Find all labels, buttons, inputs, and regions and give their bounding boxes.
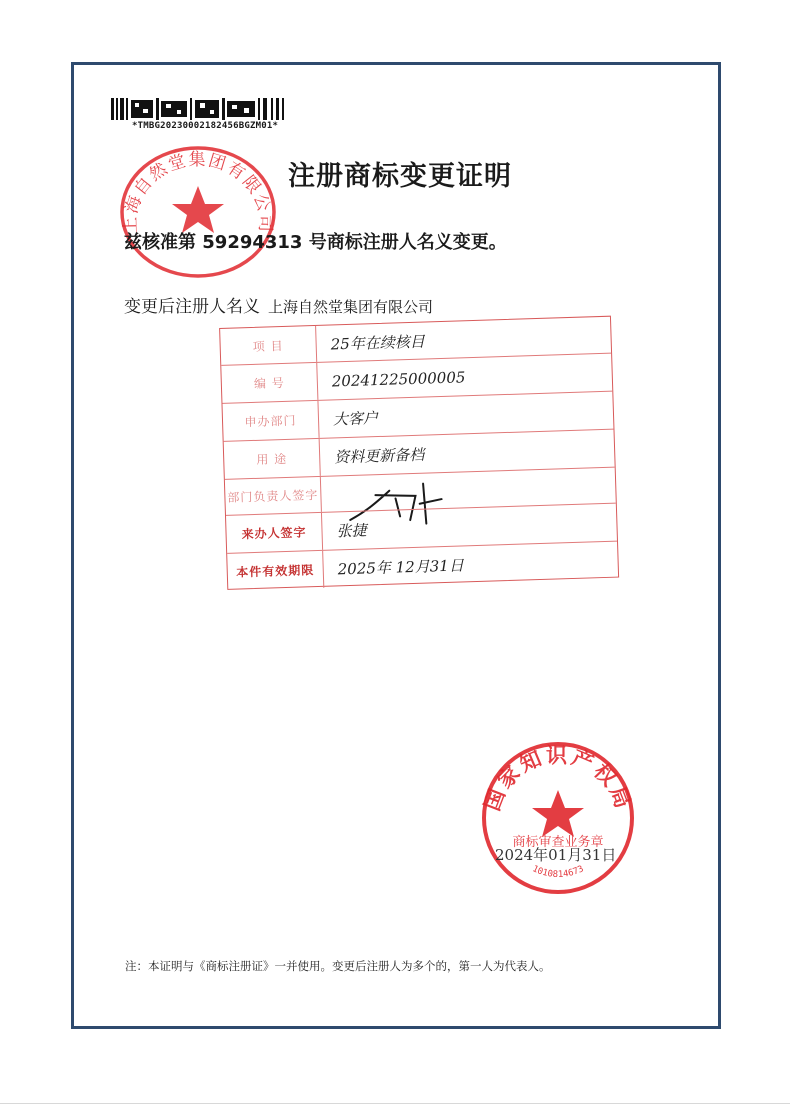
barcode-icon xyxy=(111,98,291,120)
barcode-number: *TMBG20230002182456BGZM01* xyxy=(132,121,279,131)
page-bottom-rule xyxy=(0,1103,790,1104)
stamp-label: 用 途 xyxy=(224,439,321,479)
stamp-label: 申办部门 xyxy=(222,401,319,441)
svg-text:商标审查业务章: 商标审查业务章 xyxy=(512,835,604,850)
stamp-value: 大客户 xyxy=(332,409,379,429)
stamp-value: 2025年 12月31日 xyxy=(337,556,465,579)
stamp-label: 部门负责人签字 xyxy=(225,477,322,515)
stamp-value: 资料更新备档 xyxy=(333,445,425,467)
stamp-value: 张捷 xyxy=(336,521,367,541)
stamp-label: 本件有效期限 xyxy=(227,551,324,591)
approval-statement: 兹核准第 59294313 号商标注册人名义变更。 xyxy=(124,232,507,253)
seal-date: 2024年01月31日 xyxy=(495,846,617,864)
usage-stamp-table xyxy=(219,316,619,590)
svg-text:国家知识产权局: 国家知识产权局 xyxy=(479,743,637,815)
stamp-value: 25年在续核目 xyxy=(330,332,425,353)
svg-text:上海自然堂集团有限公司: 上海自然堂集团有限公司 xyxy=(120,150,276,234)
company-seal-icon xyxy=(113,136,283,280)
usage-stamp xyxy=(218,281,619,599)
stamp-label: 项 目 xyxy=(220,326,317,365)
registrant-name: 上海自然堂集团有限公司 xyxy=(268,298,434,316)
state-ip-office-seal-icon xyxy=(478,738,638,898)
stamp-value: 20241225000005 xyxy=(331,367,466,390)
stamp-label: 编 号 xyxy=(221,363,318,403)
registrant-label: 变更后注册人名义 xyxy=(124,297,260,317)
footer-note: 注：本证明与《商标注册证》一并使用。变更后注册人为多个的，第一人为代表人。 xyxy=(125,959,551,973)
stamp-label: 来办人签字 xyxy=(226,513,323,553)
page-title: 注册商标变更证明 xyxy=(288,161,512,192)
svg-text:1010814673: 1010814673 xyxy=(530,864,586,881)
